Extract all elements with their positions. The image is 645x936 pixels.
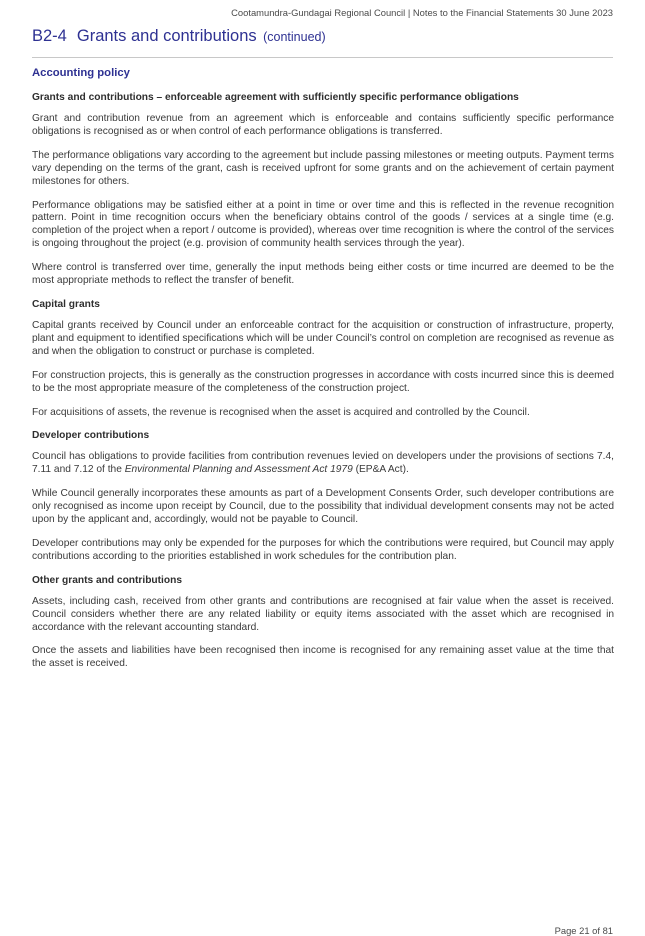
paragraph: Developer contributions may only be expended for the purposes for which the contributions were required, but Council may apply contributions according to the priorities established in work schedules for the contribution plan. xyxy=(32,537,614,562)
running-header: Cootamundra-Gundagai Regional Council | Notes to the Financial Statements 30 June 2023 xyxy=(231,7,613,18)
paragraph: Grant and contribution revenue from an agreement which is enforceable and contains sufficiently specific performance obligations is recognised as or when control of each performance obligations is transferred. xyxy=(32,113,614,137)
continued-label: (continued) xyxy=(263,30,326,44)
paragraph: Assets, including cash, received from other grants and contributions are recognised at fair value when the asset is received. Council considers whether there are any related liability or equity items associated with the asset which are recognised in accordance with the relevant accounting standard. xyxy=(32,595,614,633)
paragraph: Capital grants received by Council under an enforceable contract for the acquisition or construction of infrastructure, property, plant and equipment to identified specifications which will be under Council’s control on completion are recognised as revenue as and when the obligation to construct or purchase is completed. xyxy=(32,319,614,357)
paragraph: Performance obligations may be satisfied either at a point in time or over time and this is reflected in the revenue recognition pattern. Point in time recognition occurs when the beneficiary obtains control of the goods / services at a single time (e.g. completion of the project when a report / outcome is provided), whereas over time recognition is where the control of the services is ongoing throughout the project (e.g. provision of community health services through the year). xyxy=(32,199,614,250)
note-number: B2-4 xyxy=(32,27,67,45)
paragraph xyxy=(32,451,614,477)
subheading-other-grants: Other grants and contributions xyxy=(32,574,182,586)
note-title xyxy=(32,27,613,58)
subheading-enforceable-agreements: Grants and contributions – enforceable agreement with sufficiently specific performance obligations xyxy=(32,92,519,103)
paragraph: For construction projects, this is generally as the construction progresses in accordance with costs incurred since this is deemed to be the most appropriate measure of the completeness of the construction project. xyxy=(32,369,614,394)
note-body xyxy=(32,67,614,682)
paragraph-text: Council has obligations to provide facilities from contribution revenues levied on developers under the provisions of sections 7.4, 7.11 and 7.12 of the xyxy=(32,451,614,476)
paragraph: Where control is transferred over time, generally the input methods being either costs or time incurred are deemed to be the most appropriate methods to reflect the transfer of benefit. xyxy=(32,262,614,287)
paragraph: While Council generally incorporates these amounts as part of a Development Consents Order, such developer contributions are only recognised as income upon receipt by Council, due to the possibility that individual development consents may not be acted upon by the applicant and, accordingly, would not be payable to Council. xyxy=(32,488,614,526)
accounting-policy-heading: Accounting policy xyxy=(32,67,130,79)
paragraph: For acquisitions of assets, the revenue is recognised when the asset is acquired and controlled by the Council. xyxy=(32,406,530,418)
paragraph: Once the assets and liabilities have been recognised then income is recognised for any remaining asset value at the time that the asset is received. xyxy=(32,645,614,670)
paragraph: The performance obligations vary according to the agreement but include passing milestones or meeting outputs. Payment terms vary depending on the terms of the grant, cash is received upfront for some grants and on the achievement of certain payment milestones for others. xyxy=(32,149,614,187)
page-number: Page 21 of 81 xyxy=(554,925,613,936)
subheading-developer-contributions: Developer contributions xyxy=(32,430,150,442)
subheading-capital-grants: Capital grants xyxy=(32,298,100,310)
note-title-text: Grants and contributions xyxy=(76,27,257,45)
act-name: Environmental Planning and Assessment Act 1979 xyxy=(124,464,353,476)
paragraph-text: (EP&A Act). xyxy=(352,464,409,476)
